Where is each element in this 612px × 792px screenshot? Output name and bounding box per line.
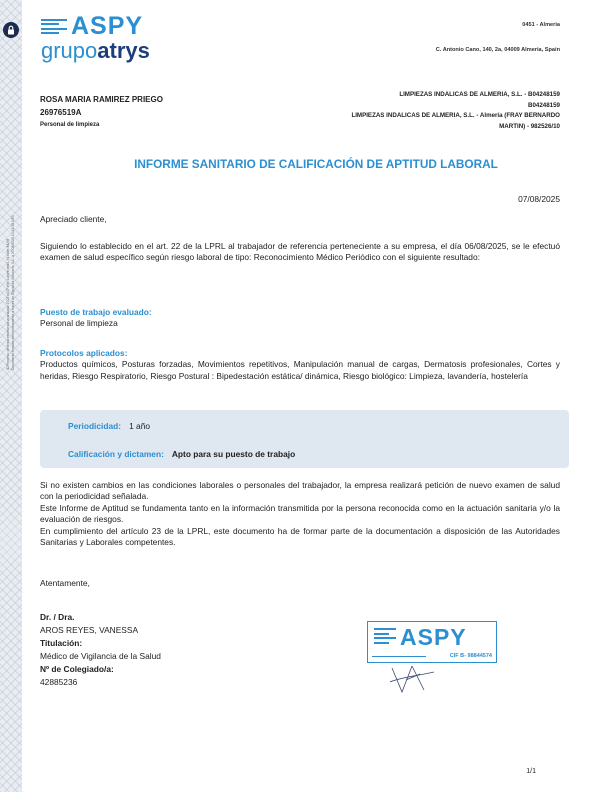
calificacion-line (68, 449, 295, 459)
report-date: 07/08/2025 (518, 194, 560, 204)
lock-icon (3, 22, 19, 38)
report-title: INFORME SANITARIO DE CALIFICACIÓN DE APTITUD LABORAL (134, 157, 498, 171)
office-address: C. Antonio Cano, 140, 2a, 04009 Almeria, Spain (435, 47, 560, 53)
patient-role: Personal de limpieza (40, 122, 100, 128)
patient-block (40, 93, 163, 132)
company-block (351, 90, 560, 132)
patient-id: 26976519A (40, 108, 82, 117)
doctor-block (40, 611, 161, 689)
puesto-label: Puesto de trabajo evaluado: (40, 307, 152, 317)
logo-sub-bold: atrys (97, 38, 150, 63)
patient-name: ROSA MARIA RAMIREZ PRIEGO (40, 95, 163, 104)
protocolos-value: Productos químicos, Posturas forzadas, Movimientos repetitivos, Manipulación manual de cargas, Dermatosis profesionales, Cortes y heridas, Riesgo Respiratorio, Riesgo Postural : Bipedestación estática/ dinámica, Riesgo biológico: Limpieza, lavandería, hostelería (40, 359, 560, 381)
greeting: Apreciado cliente, (40, 214, 107, 224)
periodicidad-value: 1 año (129, 421, 151, 431)
company-line-4: MARTIN) - 982526/10 (499, 122, 560, 130)
signature-info-text: Documento firmado electrónicamente a través de Signaturit Solutions, S.L. a 07/08/2025 10:23:18 UTC (11, 215, 15, 370)
intro-paragraph: Siguiendo lo establecido en el art. 22 de la LPRL al trabajador de referencia perteneciente a su empresa, el día 06/08/2025, se le efectuó examen de salud específico según riesgo laboral de tipo: Reconocimiento Médico Periódico con el siguiente resultado: (40, 241, 560, 263)
logo-stripes-icon (41, 19, 67, 35)
stamp-cif: CIF B- 98844574 (449, 653, 492, 659)
logo-brand: ASPY (71, 12, 144, 40)
titulacion-label: Titulación: (40, 638, 83, 648)
company-line-2: B04248159 (528, 101, 560, 109)
protocolos-section (40, 348, 560, 382)
periodicidad-line (68, 421, 150, 431)
stamp-brand: ASPY (400, 624, 467, 650)
colegiado-label: Nº de Colegiado/a: (40, 664, 114, 674)
puesto-section (40, 307, 560, 330)
signature-vertical-text (6, 100, 18, 370)
puesto-value: Personal de limpieza (40, 318, 118, 329)
calificacion-label: Calificación y dictamen: (68, 449, 164, 459)
page-number: 1/1 (526, 768, 536, 775)
handwritten-signature (388, 660, 438, 696)
closing-paragraph-3: En cumplimiento del artículo 23 de la LPRL, este documento ha de formar parte de la documentación a disposición de las Autoridades Sanitarias y Laborales competentes. (40, 526, 560, 548)
periodicidad-label: Periodicidad: (68, 421, 122, 431)
titulacion-value: Médico de Vigilancia de la Salud (40, 651, 161, 661)
company-line-3: LIMPIEZAS INDALICAS DE ALMERIA, S.L. - Almería (FRAY BERNARDO (351, 112, 560, 119)
logo-sub-light: grupo (41, 38, 98, 63)
farewell: Atentamente, (40, 578, 90, 588)
closing-paragraph-2: Este Informe de Aptitud se fundamenta tanto en la información transmitida por la persona reconocida como en la actuación sanitaria y/o la evaluación de riesgos. (40, 503, 560, 525)
closing-paragraph-1: Si no existen cambios en las condiciones laborales o personales del trabajador, la empresa realizará petición de nuevo examen de salud con la periodicidad señalada. (40, 480, 560, 502)
company-stamp (367, 621, 497, 663)
company-line-1: LIMPIEZAS INDALICAS DE ALMERIA, S.L. - B04248159 (399, 91, 560, 98)
aspy-logo (41, 14, 150, 62)
office-code: 0451 - Almeria (522, 22, 560, 28)
doctor-name: AROS REYES, VANESSA (40, 625, 139, 635)
signature-id-text: ID Proceso: de firma electrónica avanzada: 7002 e207 e5e 1 dbee bed0-74 cd9e 4429f (6, 239, 10, 370)
stamp-divider (372, 656, 426, 657)
doctor-title-label: Dr. / Dra. (40, 612, 75, 622)
protocolos-label: Protocolos aplicados: (40, 348, 128, 358)
result-box (40, 410, 569, 468)
colegiado-value: 42885236 (40, 677, 78, 687)
stamp-stripes-icon (374, 628, 396, 644)
calificacion-value: Apto para su puesto de trabajo (171, 449, 296, 459)
